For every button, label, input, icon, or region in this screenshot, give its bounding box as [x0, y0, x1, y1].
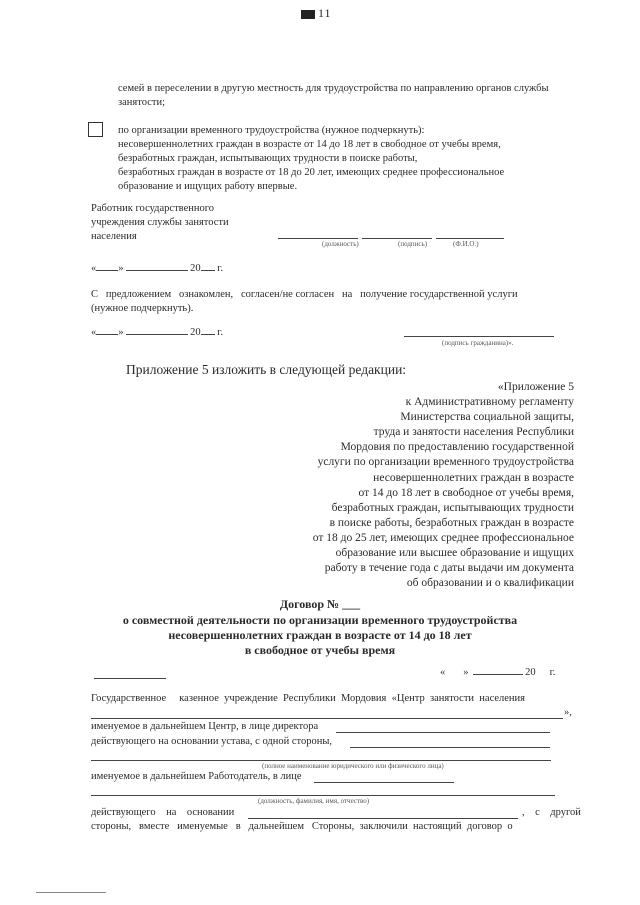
date2: « » 20 г. — [91, 327, 223, 338]
appendix-line: образование или высшее образование и ищущих — [335, 547, 574, 560]
body-line1: Государственное казенное учреждение Республики Мордовия «Центр занятости населения — [91, 693, 525, 704]
employer-rep-field-2[interactable] — [91, 795, 555, 796]
checkbox-line1: по организации временного трудоустройства (нужное подчеркнуть): — [118, 125, 425, 136]
caption-position-name: (должность, фамилия, имя, отчество) — [258, 797, 370, 805]
contract-subtitle-2: несовершеннолетних граждан в возрасте от 14 до 18 лет — [168, 628, 472, 642]
signature-field[interactable] — [362, 238, 432, 239]
citizen-signature-field[interactable] — [404, 336, 554, 337]
appendix-line: к Административному регламенту — [405, 396, 574, 409]
appendix-line: «Приложение 5 — [497, 381, 574, 393]
checkbox-line3: безработных граждан, испытывающих трудности в поиске работы, — [118, 153, 418, 164]
employer-name-field[interactable] — [91, 760, 551, 761]
appendix-line: от 14 до 18 лет в свободное от учебы время, — [358, 486, 574, 499]
employer-rep-field[interactable] — [314, 782, 454, 783]
body-line3: действующего на основании устава, с одной стороны, — [91, 736, 333, 747]
bottom-mark — [36, 892, 106, 893]
appendix-heading: Приложение 5 изложить в следующей редакции: — [126, 362, 407, 377]
contract-date: « » 20 г. — [440, 667, 556, 678]
contract-title: Договор № ___ — [279, 597, 361, 611]
place-field[interactable] — [94, 678, 166, 679]
position-field[interactable] — [278, 238, 358, 239]
body-line6: стороны, вместе именуемые в дальнейшем Стороны, заключили настоящий договор о — [91, 821, 513, 832]
page-number: 11 — [301, 6, 332, 21]
body-line4: именуемое в дальнейшем Работодатель, в лице — [91, 771, 302, 782]
top-text-line1: семей в переселении в другую местность для трудоустройства по направлению органов службы — [118, 83, 549, 94]
body-line2: именуемое в дальнейшем Центр, в лице директора — [91, 721, 319, 732]
contract-subtitle-1: о совместной деятельности по организации временного трудоустройства — [122, 613, 518, 627]
caption-position: (должность) — [322, 240, 359, 248]
appendix-line: работу в течение года с даты выдачи им документа — [324, 562, 574, 575]
appendix-line: услуги по организации временного трудоустройства — [317, 456, 574, 469]
appendix-line: Мордовия по предоставлению государственной — [340, 441, 574, 454]
top-text-line2: занятости; — [118, 97, 166, 108]
date1: « » 20 г. — [91, 263, 223, 274]
body-line5b: , с другой — [522, 807, 581, 818]
caption-name: (Ф.И.О.) — [453, 240, 479, 248]
caption-citizen-signature: (подпись гражданина)». — [442, 339, 514, 347]
worker-line2: учреждения службы занятости — [91, 217, 229, 228]
caption-signature: (подпись) — [398, 240, 428, 248]
director-field[interactable] — [336, 732, 550, 733]
appendix-line: безработных граждан, испытывающих трудности — [331, 501, 574, 514]
worker-line1: Работник государственного — [91, 203, 215, 214]
appendix-line: несовершеннолетних граждан в возрасте — [373, 471, 574, 484]
center-name-field[interactable] — [91, 718, 563, 719]
appendix-line: от 18 до 25 лет, имеющих среднее профессиональное — [312, 531, 574, 544]
worker-line3: населения — [91, 231, 137, 242]
body-line1-end: », — [564, 707, 572, 718]
checkbox-line2: несовершеннолетних граждан в возрасте от 14 до 18 лет в свободное от учебы время, — [118, 139, 501, 150]
body-line5a: действующего на основании — [91, 807, 235, 818]
acquainted-line2: (нужное подчеркнуть). — [91, 303, 194, 314]
contract-subtitle-3: в свободное от учебы время — [244, 643, 396, 657]
caption-legal-name: (полное наименование юридического или физического лица) — [262, 762, 444, 770]
appendix-line: труда и занятости населения Республики — [373, 426, 574, 439]
one-side-field[interactable] — [350, 747, 550, 748]
acquainted-line1: С предложением ознакомлен, согласен/не согласен на получение государственной услуги — [91, 289, 518, 300]
checkbox-line4: безработных граждан в возрасте от 18 до 20 лет, имеющих среднее профессиональное — [118, 167, 505, 178]
appendix-line: об образовании и о квалификации — [406, 577, 574, 590]
name-field[interactable] — [436, 238, 504, 239]
appendix-line: Министерства социальной защиты, — [400, 411, 574, 424]
service-checkbox[interactable] — [88, 122, 103, 137]
appendix-block — [313, 380, 574, 591]
basis-field[interactable] — [248, 818, 518, 819]
checkbox-line5: образование и ищущих работу впервые. — [118, 181, 298, 192]
appendix-line: в поиске работы, безработных граждан в возрасте — [329, 516, 574, 529]
